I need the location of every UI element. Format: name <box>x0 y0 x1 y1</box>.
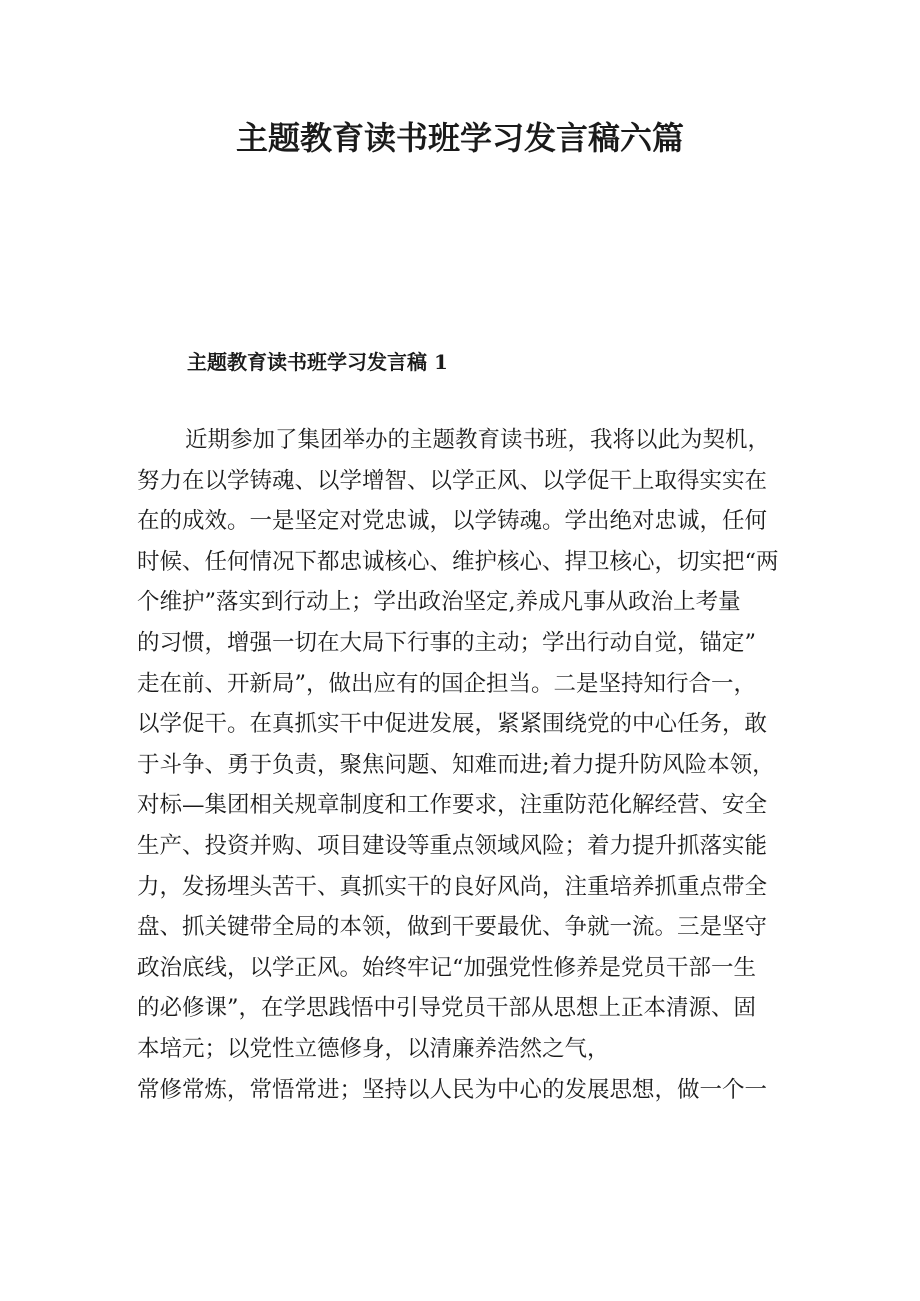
paragraph-line: 近期参加了集团举办的主题教育读书班，我将以此为契机， <box>185 427 771 453</box>
paragraph-line: 对标—集团相关规章制度和工作要求，注重防范化解经营、安全 <box>137 792 768 819</box>
section-heading: 主题教育读书班学习发言稿 1 <box>187 350 448 374</box>
paragraph-line: 盘、抓关键带全局的本领，做到干要最优、争就一流。三是坚守 <box>137 914 768 941</box>
paragraph-line: 在的成效。一是坚定对党忠诚，以学铸魂。学出绝对忠诚，任何 <box>137 508 768 535</box>
paragraph-line: 走在前、开新局”，做出应有的国企担当。二是坚持知行合一， <box>137 670 757 697</box>
paragraph <box>137 420 797 1110</box>
paragraph-line: 的必修课”，在学思践悟中引导党员干部从思想上正本清源、固 <box>137 995 757 1022</box>
paragraph-line: 以学促干。在真抓实干中促进发展，紧紧围绕党的中心任务，敢 <box>137 711 768 738</box>
paragraph-line: 于斗争、勇于负责，聚焦问题、知难而进;着力提升防风险本领， <box>137 751 775 778</box>
paragraph-line: 的习惯，增强一切在大局下行事的主动；学出行动自觉，锚定” <box>137 629 757 656</box>
paragraph-line: 时候、任何情况下都忠诚核心、维护核心、捍卫核心，切实把“两 <box>137 548 779 575</box>
document-title: 主题教育读书班学习发言稿六篇 <box>235 119 684 157</box>
paragraph-line: 政治底线，以学正风。始终牢记“加强党性修养是党员干部一生 <box>137 954 757 981</box>
paragraph-line: 力，发扬埋头苦干、真抓实干的良好风尚，注重培养抓重点带全 <box>137 873 768 900</box>
paragraph-line: 生产、投资并购、项目建设等重点领域风险；着力提升抓落实能 <box>137 832 768 859</box>
paragraph-line: 努力在以学铸魂、以学增智、以学正风、以学促干上取得实实在 <box>137 467 768 494</box>
paragraph-line: 个维护”落实到行动上；学出政治坚定,养成凡事从政治上考量 <box>137 589 741 616</box>
paragraph-line: 本培元；以党性立德修身，以清廉养浩然之气， <box>137 1035 610 1062</box>
paragraph-line: 常修常炼，常悟常进；坚持以人民为中心的发展思想，做一个一 <box>137 1076 768 1103</box>
